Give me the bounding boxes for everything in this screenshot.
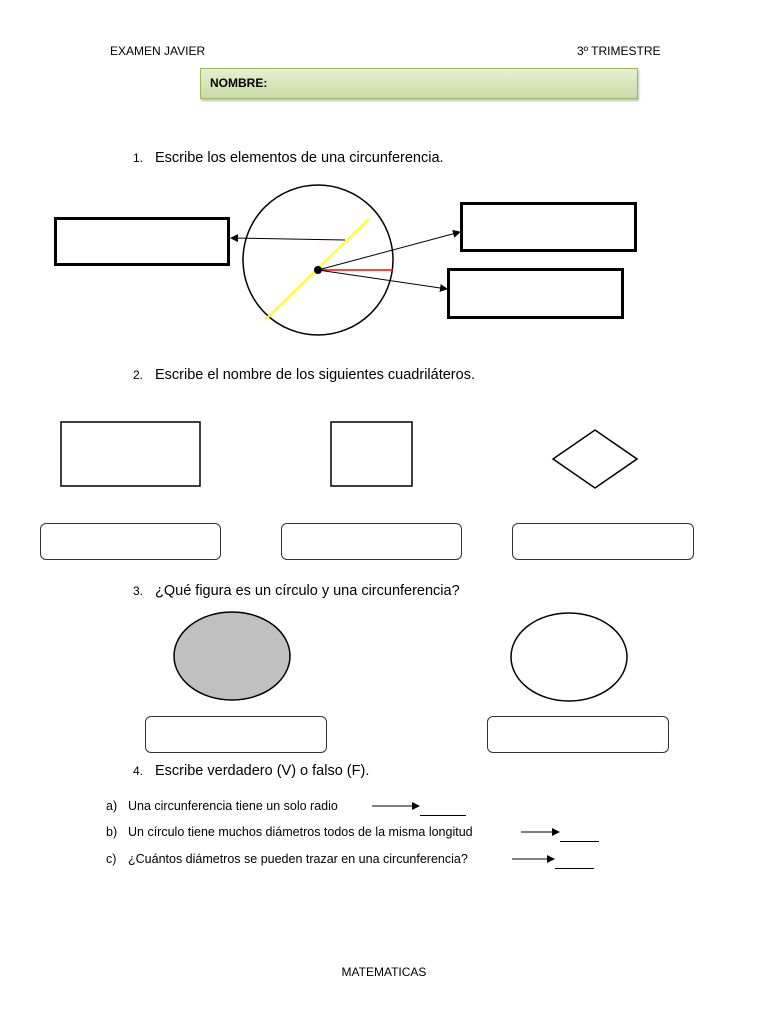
answer-box-circle[interactable] <box>145 716 327 753</box>
answer-box-rectangle[interactable] <box>40 523 221 560</box>
question-3-number: 3. <box>133 584 144 598</box>
question-4-number: 4. <box>133 764 144 778</box>
question-4 <box>133 763 369 779</box>
square-shape <box>331 422 412 486</box>
question-2-number: 2. <box>133 368 144 382</box>
exam-title: EXAMEN JAVIER <box>110 44 206 58</box>
question-1-text: Escribe los elementos de una circunferencia. <box>155 150 444 166</box>
footer-subject: MATEMATICAS <box>341 965 427 979</box>
question-2 <box>133 367 475 383</box>
statement-a-text: Una circunferencia tiene un solo radio <box>128 799 338 813</box>
question-2-text: Escribe el nombre de los siguientes cuadriláteros. <box>155 367 475 383</box>
answer-box-circumference-figure[interactable] <box>487 716 669 753</box>
statement-c <box>106 852 468 866</box>
rectangle-shape <box>61 422 200 486</box>
statement-a <box>106 799 338 813</box>
answer-box-square[interactable] <box>281 523 462 560</box>
circumference-circle <box>243 185 393 335</box>
answer-blank-c[interactable] <box>555 856 594 874</box>
answer-blank-b[interactable] <box>560 829 599 847</box>
rhombus-shape <box>553 430 637 488</box>
question-3 <box>133 583 460 599</box>
name-label: NOMBRE: <box>210 76 268 90</box>
empty-circle-shape <box>511 613 627 701</box>
statement-a-letter: a) <box>106 799 118 813</box>
question-4-text: Escribe verdadero (V) o falso (F). <box>155 763 370 779</box>
statement-b-text: Un círculo tiene muchos diámetros todos de la misma longitud <box>128 825 473 839</box>
statement-b-letter: b) <box>106 825 118 839</box>
answer-box-rhombus[interactable] <box>512 523 694 560</box>
question-3-text: ¿Qué figura es un círculo y una circunferencia? <box>155 583 460 599</box>
answer-blank-a[interactable] <box>420 803 466 821</box>
statement-c-letter: c) <box>106 852 117 866</box>
question-1-number: 1. <box>133 151 144 165</box>
filled-circle-shape <box>174 612 290 700</box>
statement-c-text: ¿Cuántos diámetros se pueden trazar en una circunferencia? <box>128 852 468 866</box>
statement-b <box>106 825 473 839</box>
trimester-label: 3º TRIMESTRE <box>577 44 661 58</box>
